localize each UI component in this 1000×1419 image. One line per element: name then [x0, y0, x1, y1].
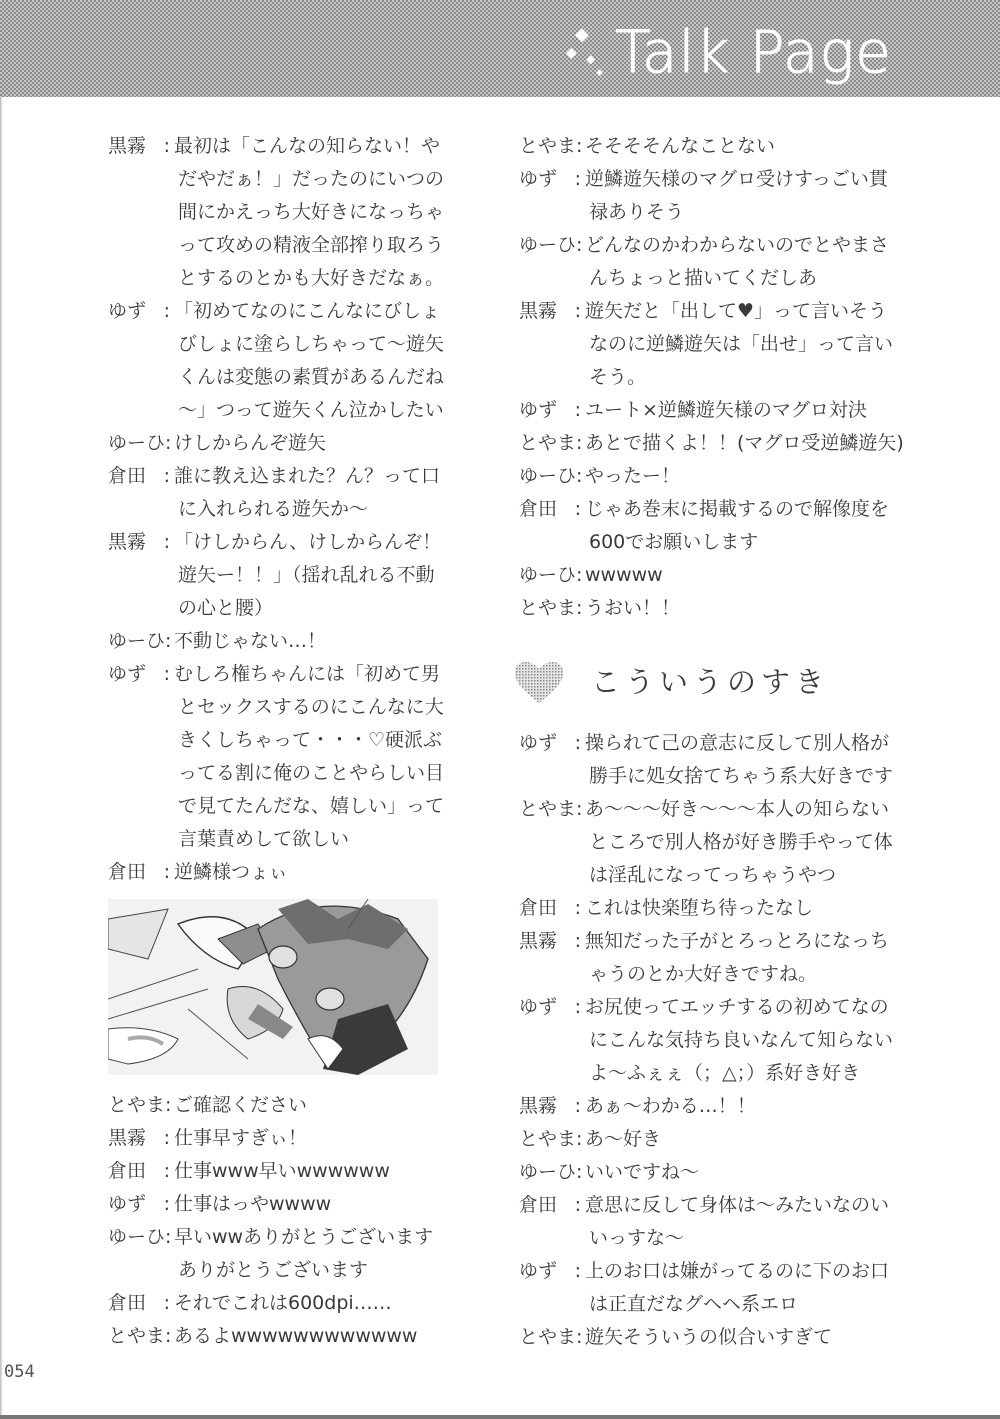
sparkle-icon: ◆ — [586, 52, 596, 66]
speaker-name — [519, 925, 585, 958]
dialogue-text: 逆鱗様つょぃ — [174, 861, 288, 883]
dialogue-continuation: 間にかえっち大好きになっちゃ — [178, 201, 445, 223]
dialogue-continuation: に入れられる遊矢か〜 — [178, 498, 369, 520]
speaker-colon: : — [163, 1160, 170, 1182]
speaker-name — [108, 625, 174, 658]
dialogue-text: 「初めてなのにこんなにびしょ — [174, 300, 441, 322]
dialogue-continuation: ゃうのとか大好きですね。 — [589, 963, 818, 985]
speaker-name — [519, 793, 585, 826]
dialogue-continuation: にこんな気持ち良いなんて知らない — [589, 1029, 894, 1051]
illustration — [108, 899, 438, 1075]
dialogue-line — [108, 856, 448, 889]
dialogue-line — [108, 1188, 448, 1221]
speaker-colon: : — [163, 465, 170, 487]
speaker-colon: : — [574, 930, 581, 952]
page-number: 054 — [4, 1362, 35, 1382]
dialogue-line — [519, 793, 909, 826]
dialogue-continuation: ありがとうございます — [178, 1259, 369, 1281]
conversation-block — [108, 130, 448, 889]
dialogue-line — [108, 295, 448, 328]
speaker-name — [519, 163, 585, 196]
speaker-label: とやま — [108, 1325, 166, 1347]
dialogue-continuation: とするのとかも大好きだなぁ。 — [178, 267, 445, 289]
dialogue-line — [108, 1089, 448, 1122]
dialogue-line — [108, 460, 448, 493]
dialogue-text: 無知だった子がとろっとろになっち — [585, 930, 890, 952]
speaker-name — [519, 1321, 585, 1354]
speaker-colon: : — [576, 1326, 583, 1348]
speaker-label: とやま — [519, 135, 577, 157]
dialogue-continuation: そう。 — [589, 366, 647, 388]
dialogue-line — [519, 163, 909, 196]
speaker-colon: : — [163, 861, 170, 883]
header-band — [0, 0, 1000, 97]
speaker-label: ゆず — [519, 1260, 558, 1282]
dialogue-line — [519, 559, 909, 592]
speaker-name — [108, 856, 174, 889]
dialogue-text: 仕事www早いwwwwww — [174, 1160, 390, 1182]
speaker-colon: : — [574, 399, 581, 421]
dialogue-continuation: くんは変態の素質があるんだね — [178, 366, 445, 388]
dialogue-text: 仕事早すぎぃ！ — [174, 1127, 308, 1149]
speaker-name — [519, 130, 585, 163]
dialogue-line — [519, 592, 909, 625]
dialogue-text: あるよwwwwwwwwwwww — [174, 1325, 418, 1347]
dialogue-text: 遊矢そういうの似合いすぎて — [585, 1326, 833, 1348]
speaker-name — [519, 892, 585, 925]
dialogue-continuation: 600でお願いします — [589, 531, 759, 553]
speaker-label: ゆーひ — [108, 630, 166, 652]
dialogue-continuation: いっすな〜 — [589, 1227, 685, 1249]
speaker-label: 倉田 — [519, 1194, 558, 1216]
speaker-name — [519, 1255, 585, 1288]
speaker-name — [519, 295, 585, 328]
dialogue-line — [108, 658, 448, 691]
page-title: Talk Page — [615, 18, 892, 86]
section-heading — [513, 647, 909, 717]
speaker-colon: : — [165, 1094, 172, 1116]
speaker-name — [108, 526, 174, 559]
speaker-colon: : — [576, 1128, 583, 1150]
left-column — [108, 130, 448, 1353]
speaker-label: ゆーひ — [108, 432, 166, 454]
speaker-colon: : — [574, 498, 581, 520]
speaker-colon: : — [576, 1161, 583, 1183]
speaker-name — [519, 1189, 585, 1222]
speaker-name — [108, 1320, 174, 1353]
right-column — [519, 130, 909, 1354]
speaker-colon: : — [163, 1127, 170, 1149]
dialogue-text: 最初は「こんなの知らない！や — [174, 135, 441, 157]
dialogue-line — [108, 1320, 448, 1353]
dialogue-line — [519, 727, 909, 760]
dialogue-continuation: きくしちゃって・・・♡硬派ぶ — [178, 729, 443, 751]
speaker-name — [108, 1122, 174, 1155]
dialogue-continuation: 遊矢ー！！」（揺れ乱れる不動 — [178, 564, 435, 586]
sparkle-icon: ◆ — [566, 45, 577, 61]
speaker-colon: : — [165, 1325, 172, 1347]
speaker-colon: : — [163, 135, 170, 157]
dialogue-line — [108, 625, 448, 658]
dialogue-text: 意思に反して身体は〜みたいなのい — [585, 1194, 890, 1216]
dialogue-text: 操られて己の意志に反して別人格が — [585, 732, 890, 754]
dialogue-text: 逆鱗遊矢様のマグロ受けすっごい貫 — [585, 168, 888, 190]
speaker-name — [108, 295, 174, 328]
sparkle-icon: ◆ — [596, 68, 603, 78]
dialogue-continuation: 言葉責めして欲しい — [178, 828, 350, 850]
speaker-label: ゆず — [108, 1193, 147, 1215]
speaker-label: 倉田 — [108, 861, 147, 883]
speaker-colon: : — [163, 663, 170, 685]
speaker-colon: : — [576, 564, 583, 586]
dialogue-text: あ〜〜〜好き〜〜〜本人の知らない — [585, 798, 890, 820]
speaker-name — [519, 1156, 585, 1189]
speaker-name — [519, 727, 585, 760]
dialogue-text: それでこれは600dpi…… — [174, 1292, 392, 1314]
speaker-colon: : — [163, 300, 170, 322]
speaker-label: 黒霧 — [519, 930, 558, 952]
heart-icon — [513, 659, 565, 705]
dialogue-line — [519, 1123, 909, 1156]
illustration-image — [108, 899, 438, 1075]
dialogue-continuation: よ〜ふぇぇ（；△；）系好き好き — [589, 1062, 861, 1084]
speaker-colon: : — [576, 135, 583, 157]
dialogue-line — [519, 1321, 909, 1354]
speaker-label: とやま — [519, 432, 577, 454]
dialogue-continuation: とセックスするのにこんなに大 — [178, 696, 444, 718]
dialogue-line — [519, 229, 909, 262]
dialogue-text: お尻使ってエッチするの初めてなの — [585, 996, 889, 1018]
speaker-label: ゆーひ — [519, 234, 577, 256]
speaker-label: ゆーひ — [108, 1226, 166, 1248]
section-title: こういうのすき — [591, 664, 830, 699]
dialogue-line — [108, 130, 448, 163]
speaker-colon: : — [576, 234, 583, 256]
page-bottom-edge — [0, 1415, 1000, 1419]
dialogue-text: 早いwwありがとうございます — [174, 1226, 434, 1248]
speaker-colon: : — [574, 300, 581, 322]
speaker-label: 倉田 — [519, 498, 558, 520]
dialogue-continuation: 〜」つって遊矢くん泣かしたい — [178, 399, 444, 421]
dialogue-text: 上のお口は嫌がってるのに下のお口 — [585, 1260, 890, 1282]
speaker-name — [108, 1221, 174, 1254]
speaker-label: とやま — [108, 1094, 166, 1116]
speaker-label: ゆーひ — [519, 1161, 577, 1183]
dialogue-text: 仕事はっやwwww — [174, 1193, 332, 1215]
dialogue-line — [519, 1255, 909, 1288]
speaker-colon: : — [574, 897, 581, 919]
dialogue-line — [108, 1155, 448, 1188]
dialogue-text: どんなのかわからないのでとやまさ — [585, 234, 890, 256]
speaker-name — [108, 130, 174, 163]
sparkle-icon: ◆ — [575, 24, 589, 45]
speaker-name — [519, 460, 585, 493]
speaker-colon: : — [574, 996, 581, 1018]
dialogue-continuation: は淫乱になってっちゃうやつ — [589, 864, 837, 886]
dialogue-continuation: なのに逆鱗遊矢は「出せ」って言い — [589, 333, 894, 355]
dialogue-continuation: って攻めの精液全部搾り取ろう — [178, 234, 445, 256]
speaker-label: とやま — [519, 1326, 577, 1348]
speaker-label: 黒霧 — [519, 1095, 558, 1117]
speaker-colon: : — [165, 630, 172, 652]
speaker-label: ゆず — [519, 996, 558, 1018]
speaker-label: ゆーひ — [519, 564, 577, 586]
dialogue-line — [519, 925, 909, 958]
speaker-colon: : — [163, 1292, 170, 1314]
speaker-name — [108, 1287, 174, 1320]
speaker-label: 倉田 — [519, 897, 558, 919]
dialogue-line — [519, 493, 909, 526]
conversation-block — [519, 727, 909, 1354]
speaker-name — [108, 1188, 174, 1221]
dialogue-text: これは快楽堕ち待ったなし — [585, 897, 814, 919]
speaker-name — [519, 1123, 585, 1156]
dialogue-text: ユート×逆鱗遊矢様のマグロ対決 — [585, 399, 867, 421]
dialogue-line — [519, 130, 909, 163]
dialogue-line — [519, 427, 909, 460]
dialogue-continuation: ってる割に俺のことやらしい目 — [178, 762, 445, 784]
speaker-name — [519, 592, 585, 625]
page-edge-shadow — [0, 97, 3, 1415]
speaker-label: ゆず — [108, 300, 147, 322]
dialogue-text: うおい！！ — [585, 597, 681, 619]
speaker-name — [519, 493, 585, 526]
dialogue-line — [519, 460, 909, 493]
dialogue-line — [519, 892, 909, 925]
speaker-label: 黒霧 — [519, 300, 558, 322]
speaker-name — [519, 394, 585, 427]
dialogue-text: じゃあ巻末に掲載するので解像度を — [585, 498, 890, 520]
speaker-colon: : — [576, 798, 583, 820]
speaker-colon: : — [574, 1260, 581, 1282]
dialogue-text: あとで描くよ！！(マグロ受逆鱗遊矢) — [585, 432, 904, 454]
dialogue-line — [519, 394, 909, 427]
speaker-label: とやま — [519, 597, 577, 619]
speaker-name — [519, 1090, 585, 1123]
dialogue-text: 「けしからん、けしからんぞ！ — [174, 531, 442, 553]
speaker-label: 倉田 — [108, 465, 147, 487]
speaker-name — [108, 427, 174, 460]
speaker-colon: : — [576, 465, 583, 487]
dialogue-continuation: 勝手に処女捨てちゃう系大好きです — [589, 765, 894, 787]
dialogue-line — [519, 295, 909, 328]
speaker-colon: : — [574, 1194, 581, 1216]
dialogue-line — [519, 991, 909, 1024]
dialogue-line — [108, 1221, 448, 1254]
dialogue-line — [519, 1156, 909, 1189]
speaker-label: 黒霧 — [108, 1127, 147, 1149]
speaker-colon: : — [165, 432, 172, 454]
dialogue-text: あ〜好き — [585, 1128, 662, 1150]
speaker-name — [108, 460, 174, 493]
dialogue-continuation: は正直だなグヘヘ系エロ — [589, 1293, 799, 1315]
speaker-colon: : — [574, 168, 581, 190]
speaker-label: ゆず — [108, 663, 147, 685]
speaker-name — [519, 229, 585, 262]
speaker-name — [108, 1089, 174, 1122]
speaker-label: ゆーひ — [519, 465, 577, 487]
conversation-block — [519, 130, 909, 625]
dialogue-text: ご確認ください — [174, 1094, 308, 1116]
dialogue-line — [108, 526, 448, 559]
speaker-colon: : — [576, 597, 583, 619]
speaker-colon: : — [576, 432, 583, 454]
speaker-colon: : — [574, 1095, 581, 1117]
speaker-colon: : — [163, 531, 170, 553]
speaker-name — [108, 1155, 174, 1188]
dialogue-text: 遊矢だと「出して♥」って言いそう — [585, 300, 888, 322]
speaker-name — [519, 991, 585, 1024]
speaker-label: ゆず — [519, 399, 558, 421]
dialogue-continuation: の心と腰） — [178, 597, 274, 619]
dialogue-continuation: んちょっと描いてくだしあ — [589, 267, 818, 289]
speaker-colon: : — [574, 732, 581, 754]
speaker-label: ゆず — [519, 168, 558, 190]
dialogue-continuation: びしょに塗らしちゃって〜遊矢 — [178, 333, 445, 355]
dialogue-line — [108, 1122, 448, 1155]
dialogue-line — [108, 1287, 448, 1320]
conversation-block — [108, 1089, 448, 1353]
dialogue-text: やったー！ — [585, 465, 681, 487]
dialogue-text: wwwww — [585, 564, 663, 586]
speaker-name — [108, 658, 174, 691]
speaker-label: 倉田 — [108, 1160, 147, 1182]
dialogue-line — [519, 1189, 909, 1222]
speaker-label: 倉田 — [108, 1292, 147, 1314]
speaker-label: とやま — [519, 1128, 577, 1150]
dialogue-text: いいですね〜 — [585, 1161, 700, 1183]
dialogue-text: むしろ権ちゃんには「初めて男 — [174, 663, 441, 685]
speaker-colon: : — [165, 1226, 172, 1248]
speaker-name — [519, 427, 585, 460]
dialogue-text: 不動じゃない…！ — [174, 630, 327, 652]
dialogue-text: あぁ〜わかる…！！ — [585, 1095, 756, 1117]
speaker-name — [519, 559, 585, 592]
dialogue-text: そそそそんなことない — [585, 135, 776, 157]
speaker-label: 黒霧 — [108, 531, 147, 553]
dialogue-continuation: ところで別人格が好き勝手やって体 — [589, 831, 893, 853]
dialogue-continuation: だやだぁ！」だったのにいつの — [178, 168, 445, 190]
speaker-label: ゆず — [519, 732, 558, 754]
dialogue-line — [108, 427, 448, 460]
dialogue-continuation: で見てたんだな、嬉しい」って — [178, 795, 445, 817]
dialogue-text: 誰に教え込まれた？ん？って口 — [174, 465, 441, 487]
speaker-label: 黒霧 — [108, 135, 147, 157]
speaker-colon: : — [163, 1193, 170, 1215]
dialogue-continuation: 禄ありそう — [589, 201, 685, 223]
dialogue-line — [519, 1090, 909, 1123]
dialogue-text: けしからんぞ遊矢 — [174, 432, 327, 454]
speaker-label: とやま — [519, 798, 577, 820]
